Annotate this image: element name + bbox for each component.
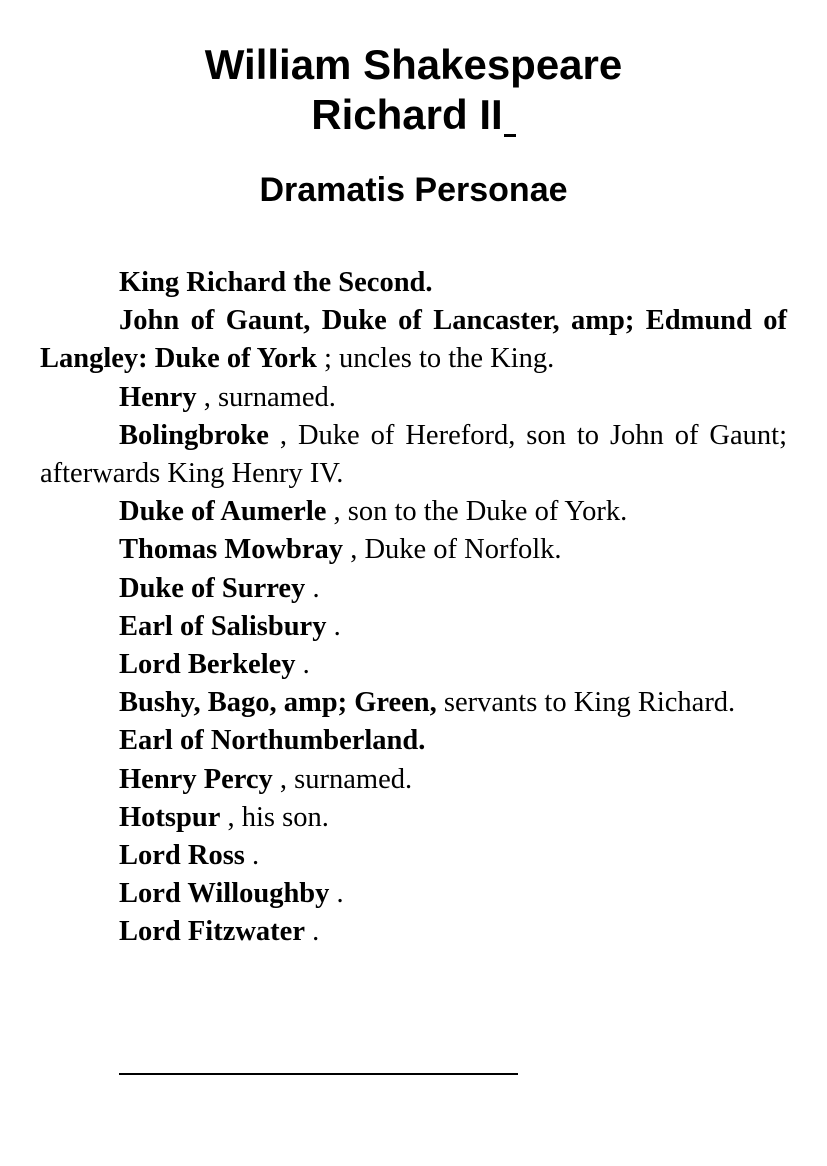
person-entry [40,379,787,417]
person-entry [40,264,787,302]
person-entry [40,302,787,378]
play-title-line [0,90,827,140]
person-description: , son to the Duke of York. [326,496,628,528]
person-description: . [326,610,341,642]
person-entry [40,417,787,493]
person-name: Bushy, Bago, amp; Green, [119,687,437,719]
person-entry [40,608,787,646]
person-name: Henry Percy [119,763,273,795]
person-entry [40,722,787,760]
person-entry [40,493,787,531]
person-name: Lord Ross [119,840,245,872]
person-name: Lord Willoughby [119,878,330,910]
person-name: King Richard the Second. [119,267,433,298]
person-entry [40,761,787,799]
person-description: . [295,649,310,681]
person-name: Bolingbroke [119,419,269,451]
person-entry [40,531,787,569]
person-description: . [329,878,344,910]
person-entry [40,837,787,875]
person-description: . [304,916,320,948]
footnote-divider [119,1073,518,1075]
person-description: , Duke of Norfolk. [343,534,562,566]
title-underscore-mark [504,134,516,137]
person-entry [40,875,787,913]
person-description: , surnamed. [196,381,336,413]
person-name: Earl of Salisbury [119,610,327,642]
dramatis-personae-list [40,264,787,952]
person-name: Duke of Surrey [119,572,306,604]
person-name: Duke of Aumerle [119,496,327,528]
person-name: Hotspur [119,801,221,833]
person-name: Lord Fitzwater [119,916,305,948]
section-heading: Dramatis Personae [259,171,568,209]
author-title: William Shakespeare [204,41,623,88]
person-name: Earl of Northumberland. [119,725,426,757]
person-description: ; uncles to the King. [316,343,555,375]
person-name: Lord Berkeley [119,649,296,681]
person-entry [40,684,787,722]
play-title: Richard II [311,91,503,138]
person-name: John of Gaunt, Duke of Lancaster, amp; Edmund of Langley: Duke of York [40,305,787,375]
person-name: Henry [119,381,197,413]
person-description: . [305,572,320,604]
person-entry [40,646,787,684]
person-entry [40,570,787,608]
person-name: Thomas Mowbray [119,534,344,566]
person-entry [40,913,787,951]
person-description: , Duke of Hereford, son to John of Gaunt; afterwards King Henry IV. [40,419,787,490]
person-description: , his son. [220,801,329,833]
person-description: servants to King Richard. [436,687,736,719]
title-block [0,40,827,210]
person-entry [40,799,787,837]
person-description: . [244,840,260,872]
person-description: , surnamed. [272,763,413,795]
